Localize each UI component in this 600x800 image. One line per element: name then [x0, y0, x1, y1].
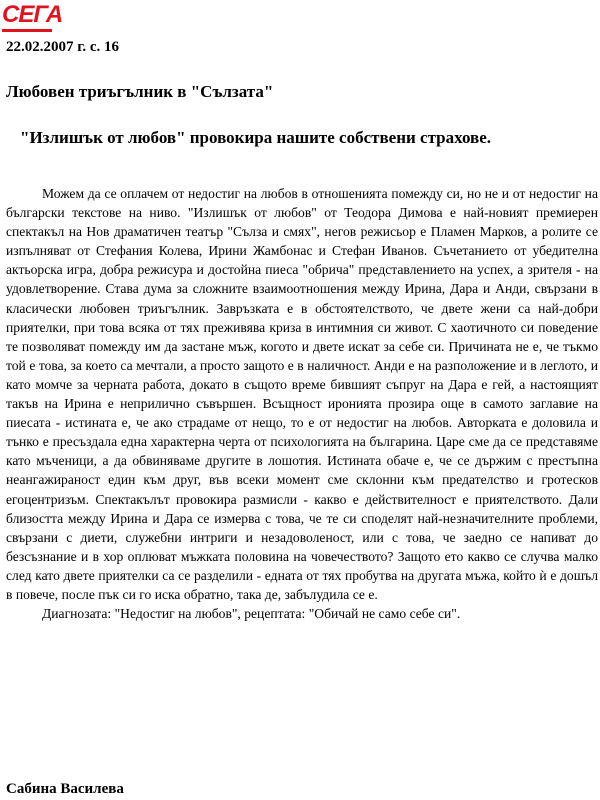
logo-underline: [2, 29, 52, 32]
article-paragraph: Можем да се оплачем от недостиг на любов в отношенията помежду си, но не и от недостиг на български текстове на ниво. "Излишък от любов" от Теодора Димова е най-новият премиерен спектакъл на Нов драматичен театър "Сълза и смях", негов режисьор е Пламен Марков, а ролите се изпълняват от Стефания Колева, Ирини Жамбонас и Стефан Иванов. Съчетанието от убедителна актьорска игра, добра режисура и достойна пиеса "обрича" представлението на успех, а зрителя - на удовлетворение. Става дума за сложните взаимоотношения между Ирина, Дара и Анди, свързани в класически любовен триъгълник. Завръзката е в обстоятелството, че двете жени са най-добри приятелки, при това всяка от тях преживява криза в интимния си живот. С хаотичното си поведение те позволяват помежду им да застане мъж, когото и двете искат за себе си. Причината не е, че тъкмо той е това, за което са мечтали, а просто защото е в наличност. Анди е на разположение и в леглото, и като момче за черната работа, докато в същото време бившият съпруг на Дара е гей, а настоящият такъв на Ирина е неприлично съвършен. Всъщност иронията прозира още в самото заглавие на пиесата - истината е, че ако страдаме от нещо, то е от недостиг на любов. Авторката е доловила и тънко е пресъздала една характерна черта от психологията на българина. Царе сме да се представяме като мъченици, а да обвиняваме другите в лошотия. Истината обаче е, че се държим с престъпна неангажираност един към друг, във всеки момент сме склонни към предателство и гротесков егоцентризъм. Спектакълът провокира размисли - какво е действителност е приятелството. Дали близостта между Ирина и Дара се измерва с това, че те си споделят най-незначителните проблеми, свързани с диети, служебни интриги и незадоволеност, или с това, че заедно се напиват до безсъзнание и в хор оплюват мъжката половина на човечеството? Защото ето какво се случва малко след като двете приятелки са се разделили - едната от тях пробутва на другата мъжа, който ѝ е дошъл в повече, после пък си го иска обратно, така де, забълудила се е.: [6, 186, 598, 602]
article-body: [6, 184, 598, 623]
article-author: Сабина Василева: [6, 781, 124, 797]
publication-date-line: 22.02.2007 г. с. 16: [6, 39, 120, 55]
article-heading: Любовен триъгълник в "Сълзата": [6, 82, 274, 101]
article-subheading: "Излишък от любов" провокира нашите собствени страхове.: [20, 128, 492, 147]
newspaper-logo: [2, 1, 63, 38]
article-paragraph: Диагнозата: "Недостиг на любов", рецептата: "Обичай не само себе си".: [42, 606, 461, 622]
logo-text: СЕГА: [2, 1, 63, 28]
